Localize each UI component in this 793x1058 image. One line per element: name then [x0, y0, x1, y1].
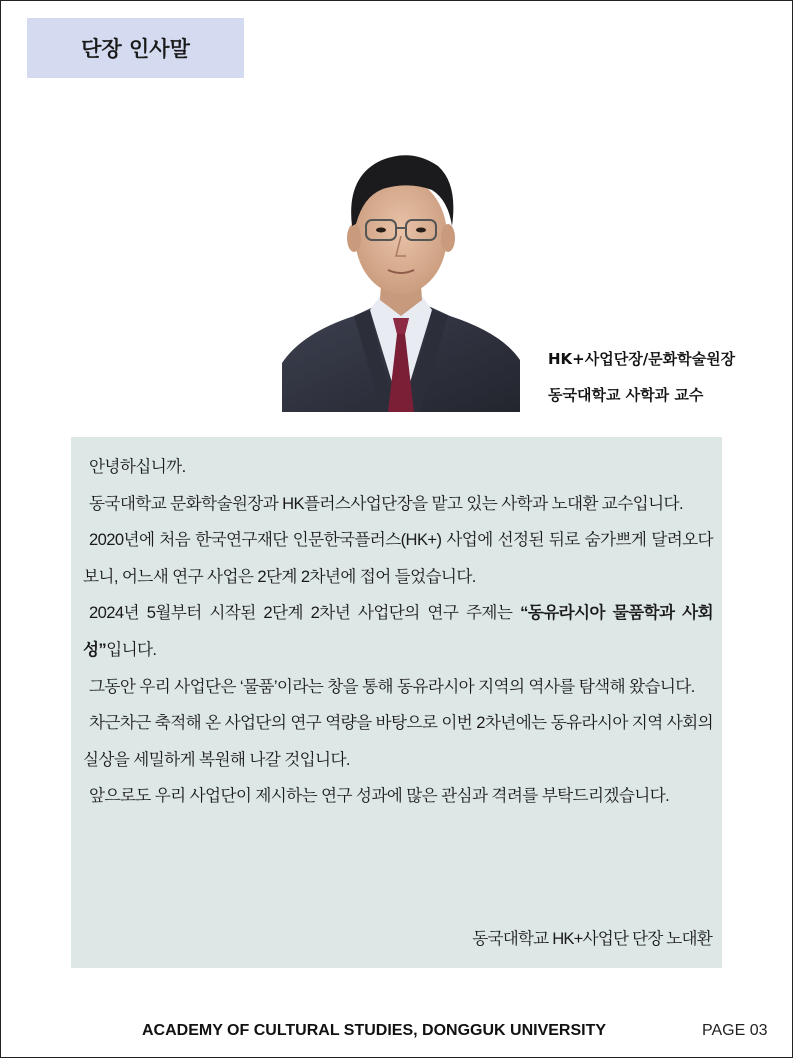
signature: 동국대학교 HK+사업단 단장 노대환: [472, 929, 712, 949]
caption-affiliation: 동국대학교 사학과 교수: [548, 386, 704, 404]
research-theme: “동유라시아 물품학과 사회성”: [83, 603, 713, 659]
page-title: 단장 인사말: [27, 18, 244, 78]
letter-paragraph: 동국대학교 문화학술원장과 HK플러스사업단장을 맡고 있는 사학과 노대환 교수입니다.: [89, 493, 683, 513]
greeting-letter: [71, 437, 722, 968]
director-portrait: [282, 128, 520, 412]
footer-institution: ACADEMY OF CULTURAL STUDIES, DONGGUK UNIVERSITY: [142, 1022, 607, 1039]
caption-title: HK+사업단장/문화학술원장: [548, 350, 736, 368]
page-number: PAGE 03: [702, 1022, 768, 1039]
letter-paragraph: 차근차근 축적해 온 사업단의 연구 역량을 바탕으로 이번 2차년에는 동유라시아 지역 사회의 실상을 세밀하게 복원해 나갈 것입니다.: [83, 713, 713, 769]
letter-paragraph: 안녕하십니까.: [89, 457, 186, 476]
letter-paragraph: [83, 595, 713, 668]
letter-paragraph: 2020년에 처음 한국연구재단 인문한국플러스(HK+) 사업에 선정된 뒤로 숨가쁘게 달려오다 보니, 어느새 연구 사업은 2단계 2차년에 접어 들었습니다.: [83, 530, 713, 586]
letter-paragraph: 그동안 우리 사업단은 ‘물품’이라는 창을 통해 동유라시아 지역의 역사를 탐색해 왔습니다.: [89, 676, 695, 696]
letter-text: 입니다.: [106, 639, 157, 659]
letter-paragraph: 앞으로도 우리 사업단이 제시하는 연구 성과에 많은 관심과 격려를 부탁드리겠습니다.: [89, 786, 670, 806]
letter-text: 2024년 5월부터 시작된 2단계 2차년 사업단의 연구 주제는: [89, 603, 521, 623]
